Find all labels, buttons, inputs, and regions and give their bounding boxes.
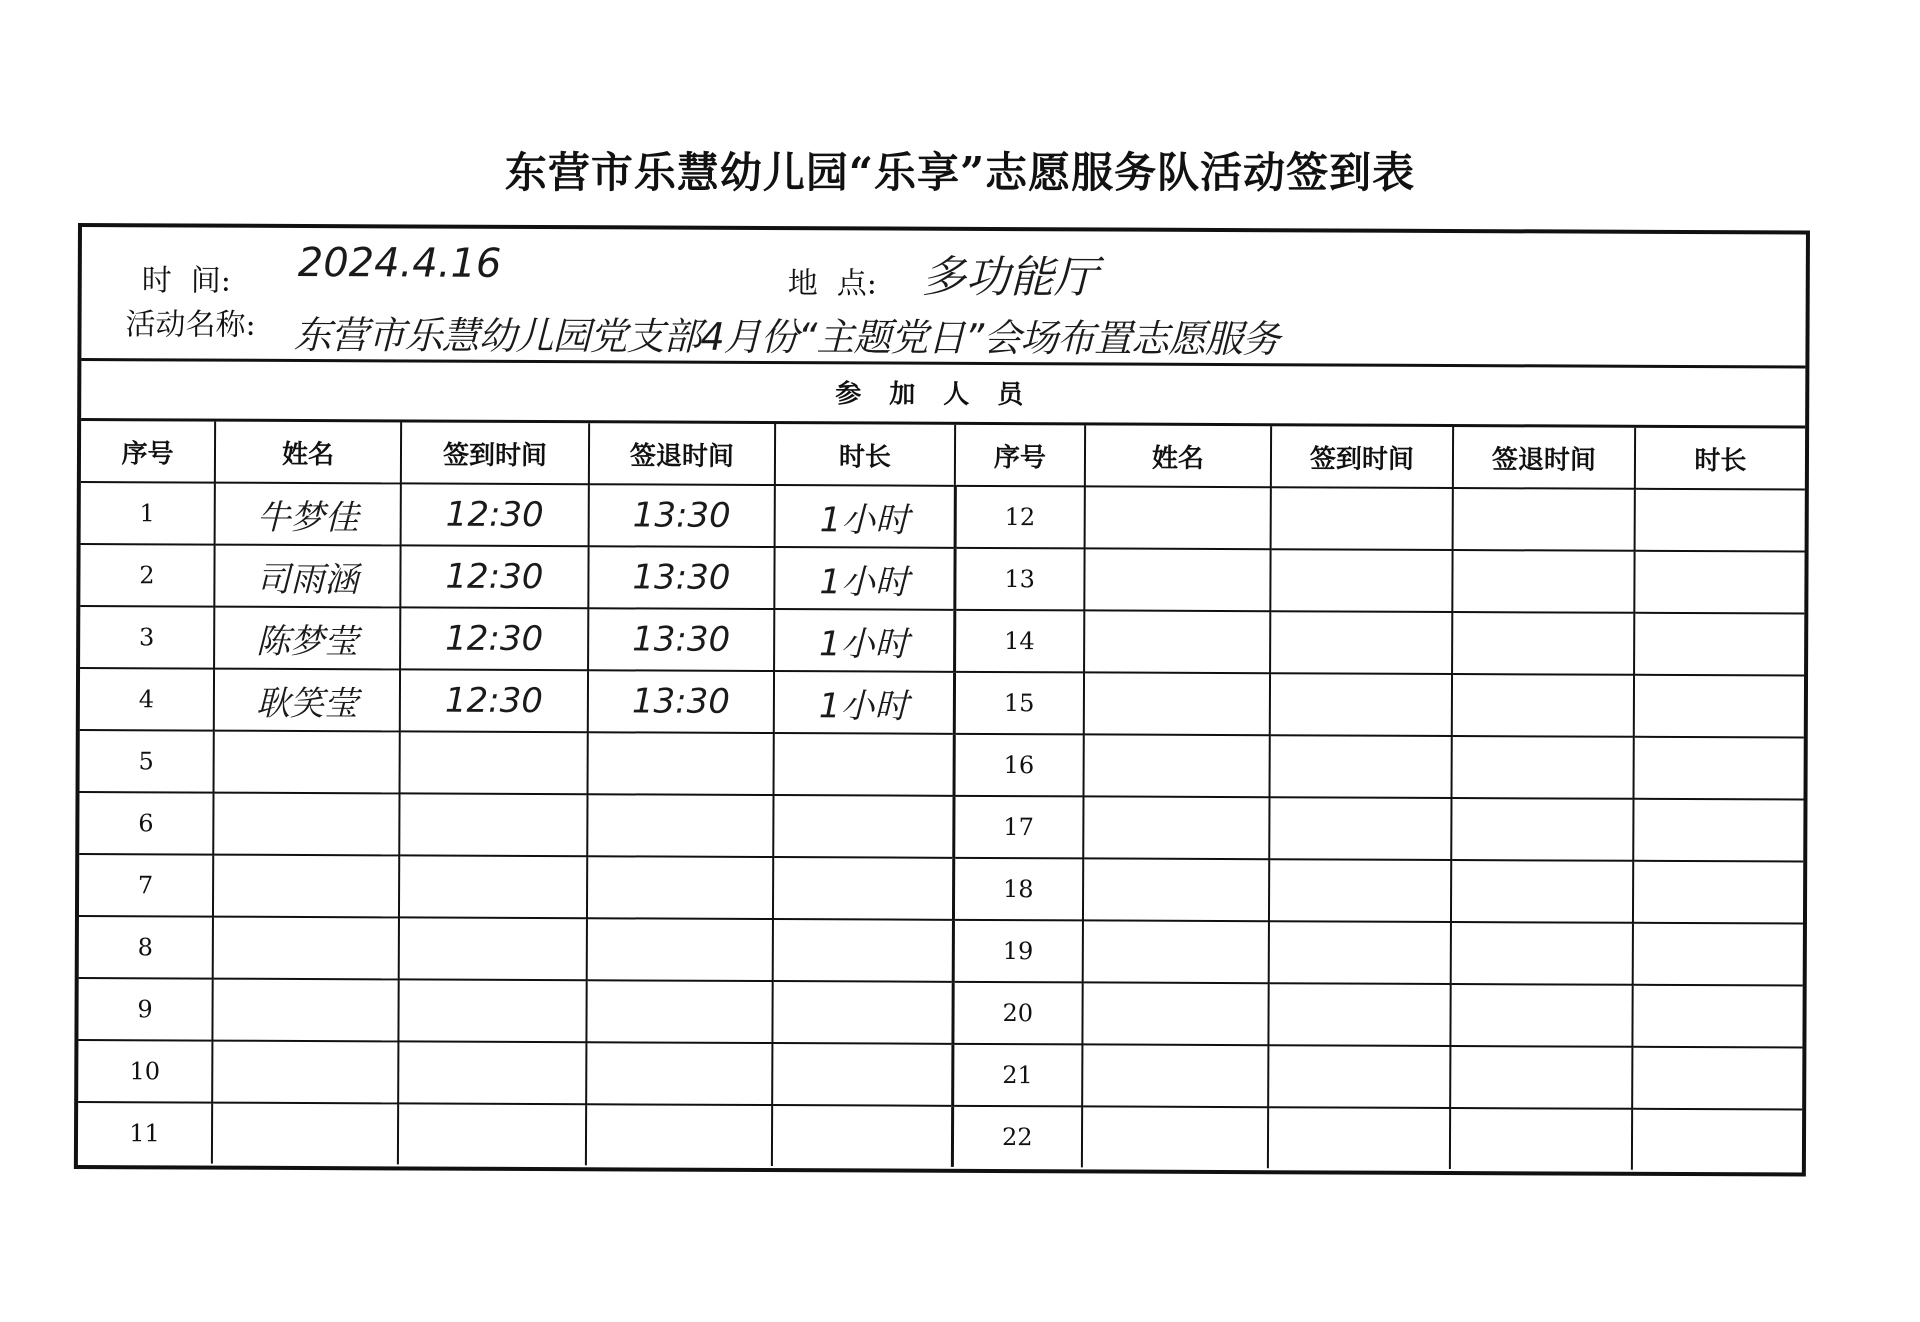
duration-cell xyxy=(773,857,953,920)
row-number-right: 18 xyxy=(953,858,1083,921)
signin-time-cell-right xyxy=(1269,859,1451,922)
signout-time-cell-right xyxy=(1451,922,1633,985)
duration-cell-right xyxy=(1632,985,1802,1048)
signin-time-cell xyxy=(399,917,587,980)
duration-cell-right xyxy=(1634,737,1804,800)
signout-time-cell xyxy=(586,1104,772,1166)
row-number-right: 16 xyxy=(954,734,1084,797)
duration-cell xyxy=(772,981,952,1044)
table-row xyxy=(79,854,1803,924)
row-number-right: 19 xyxy=(953,920,1083,983)
signout-time-cell xyxy=(587,856,773,919)
name-cell xyxy=(212,1103,398,1165)
table-row xyxy=(80,730,1804,800)
name-cell-right xyxy=(1082,1106,1268,1168)
signout-time-cell xyxy=(588,732,774,795)
signin-time-cell xyxy=(399,855,587,918)
signin-time-cell xyxy=(398,1041,586,1104)
duration-cell-right xyxy=(1632,1109,1802,1171)
row-number-right: 21 xyxy=(952,1044,1082,1107)
row-number-right: 22 xyxy=(952,1106,1082,1168)
row-number-right: 12 xyxy=(955,486,1085,549)
signout-time-cell-right xyxy=(1453,488,1635,551)
duration-cell-right xyxy=(1633,923,1803,986)
signout-time-cell-right xyxy=(1450,1108,1632,1170)
name-cell: 耿笑莹 xyxy=(214,669,400,732)
table-row xyxy=(81,482,1805,552)
roster-table xyxy=(78,421,1805,1171)
name-cell-right xyxy=(1083,858,1269,921)
time-value: 2024.4.16 xyxy=(297,239,502,287)
name-cell-right xyxy=(1083,796,1269,859)
row-number: 4 xyxy=(80,668,214,731)
signout-time-cell xyxy=(587,918,773,981)
signin-time-cell xyxy=(398,1103,586,1165)
duration-cell-right xyxy=(1635,489,1805,552)
activity-label: 活动名称: xyxy=(125,307,256,343)
table-row xyxy=(78,1102,1802,1171)
duration-cell xyxy=(772,1043,952,1106)
signin-time-cell-right xyxy=(1270,735,1452,798)
col-header-signout: 签退时间 xyxy=(589,423,775,485)
signin-time-cell-right xyxy=(1268,1107,1450,1169)
duration-cell-right xyxy=(1634,613,1804,676)
table-row xyxy=(78,1040,1802,1110)
time-label: 时 间: xyxy=(141,263,232,299)
duration-cell xyxy=(772,1105,952,1167)
duration-cell-right xyxy=(1634,675,1804,738)
name-cell xyxy=(212,1041,398,1104)
row-number-right: 13 xyxy=(954,548,1084,611)
signout-time-cell-right xyxy=(1451,860,1633,923)
duration-cell-right xyxy=(1634,551,1804,614)
row-number-right: 17 xyxy=(953,796,1083,859)
signin-time-cell: 12:30 xyxy=(400,607,588,670)
name-cell: 陈梦莹 xyxy=(214,607,400,670)
activity-info xyxy=(81,227,1806,369)
signin-time-cell-right xyxy=(1270,673,1452,736)
row-number: 1 xyxy=(81,482,215,545)
row-number: 5 xyxy=(80,730,214,793)
signin-time-cell: 12:30 xyxy=(400,669,588,732)
signout-time-cell: 13:30 xyxy=(588,608,774,671)
signin-time-cell xyxy=(399,793,587,856)
name-cell: 司雨涵 xyxy=(214,545,400,608)
row-number: 2 xyxy=(80,544,214,607)
duration-cell: 1小时 xyxy=(775,485,955,548)
row-number: 6 xyxy=(79,792,213,855)
signout-time-cell: 13:30 xyxy=(588,670,774,733)
signout-time-cell-right xyxy=(1450,1046,1632,1109)
duration-cell: 1小时 xyxy=(774,547,954,610)
form-title: 东营市乐慧幼儿园“乐享”志愿服务队活动签到表 xyxy=(504,148,1416,197)
table-row xyxy=(80,668,1804,738)
name-cell-right xyxy=(1083,920,1269,983)
name-cell xyxy=(213,855,399,918)
table-row xyxy=(79,792,1803,862)
signin-time-cell xyxy=(400,731,588,794)
name-cell-right xyxy=(1085,486,1271,549)
name-cell xyxy=(214,731,400,794)
signin-time-cell: 12:30 xyxy=(400,545,588,608)
signout-time-cell: 13:30 xyxy=(588,546,774,609)
name-cell-right xyxy=(1082,1044,1268,1107)
signin-time-cell-right xyxy=(1271,487,1453,550)
table-row xyxy=(78,978,1802,1048)
signout-time-cell: 13:30 xyxy=(589,484,775,547)
col-header-duration-right: 时长 xyxy=(1635,428,1805,490)
row-number: 3 xyxy=(80,606,214,669)
duration-cell-right xyxy=(1633,799,1803,862)
name-cell xyxy=(213,917,399,980)
col-header-signout-right: 签退时间 xyxy=(1453,427,1635,489)
col-header-signin: 签到时间 xyxy=(401,422,589,484)
signout-time-cell-right xyxy=(1451,798,1633,861)
signin-time-cell-right xyxy=(1268,1045,1450,1108)
table-row xyxy=(79,916,1803,986)
signout-time-cell-right xyxy=(1452,612,1634,675)
header-row xyxy=(81,421,1805,490)
signin-time-cell-right xyxy=(1269,797,1451,860)
row-number: 9 xyxy=(78,978,212,1041)
name-cell xyxy=(212,979,398,1042)
signout-time-cell-right xyxy=(1452,736,1634,799)
duration-cell: 1小时 xyxy=(774,671,954,734)
row-number: 11 xyxy=(78,1102,212,1164)
signin-time-cell xyxy=(398,979,586,1042)
signout-time-cell-right xyxy=(1450,984,1632,1047)
name-cell-right xyxy=(1084,734,1270,797)
signin-form xyxy=(74,223,1810,1177)
row-number: 8 xyxy=(79,916,213,979)
signin-time-cell: 12:30 xyxy=(401,483,589,546)
duration-cell-right xyxy=(1633,861,1803,924)
row-number: 10 xyxy=(78,1040,212,1103)
name-cell-right xyxy=(1084,672,1270,735)
signout-time-cell xyxy=(586,980,772,1043)
col-header-name: 姓名 xyxy=(215,422,401,484)
duration-cell xyxy=(773,795,953,858)
signin-time-cell-right xyxy=(1270,549,1452,612)
signout-time-cell-right xyxy=(1452,550,1634,613)
name-cell: 牛梦佳 xyxy=(215,483,401,546)
table-row xyxy=(80,544,1804,614)
signin-time-cell-right xyxy=(1269,921,1451,984)
col-header-duration: 时长 xyxy=(775,424,955,486)
signout-time-cell xyxy=(586,1042,772,1105)
duration-cell-right xyxy=(1632,1047,1802,1110)
name-cell-right xyxy=(1084,548,1270,611)
place-label: 地 点: xyxy=(787,266,878,302)
col-header-signin-right: 签到时间 xyxy=(1271,426,1453,488)
signout-time-cell-right xyxy=(1452,674,1634,737)
table-row xyxy=(80,606,1804,676)
row-number-right: 14 xyxy=(954,610,1084,673)
name-cell-right xyxy=(1084,610,1270,673)
duration-cell xyxy=(773,919,953,982)
signout-time-cell xyxy=(587,794,773,857)
signin-time-cell-right xyxy=(1270,611,1452,674)
col-header-name-right: 姓名 xyxy=(1085,425,1271,487)
place-value: 多功能厅 xyxy=(921,251,1098,304)
name-cell xyxy=(213,793,399,856)
duration-cell: 1小时 xyxy=(774,609,954,672)
signin-time-cell-right xyxy=(1268,983,1450,1046)
participants-heading: 参加人员 xyxy=(81,361,1805,429)
name-cell-right xyxy=(1082,982,1268,1045)
duration-cell xyxy=(774,733,954,796)
col-header-no-right: 序号 xyxy=(955,425,1085,487)
row-number-right: 15 xyxy=(954,672,1084,735)
col-header-no: 序号 xyxy=(81,421,215,483)
activity-value: 东营市乐慧幼儿园党支部4月份“主题党日”会场布置志愿服务 xyxy=(293,312,1280,362)
row-number-right: 20 xyxy=(952,982,1082,1045)
row-number: 7 xyxy=(79,854,213,917)
